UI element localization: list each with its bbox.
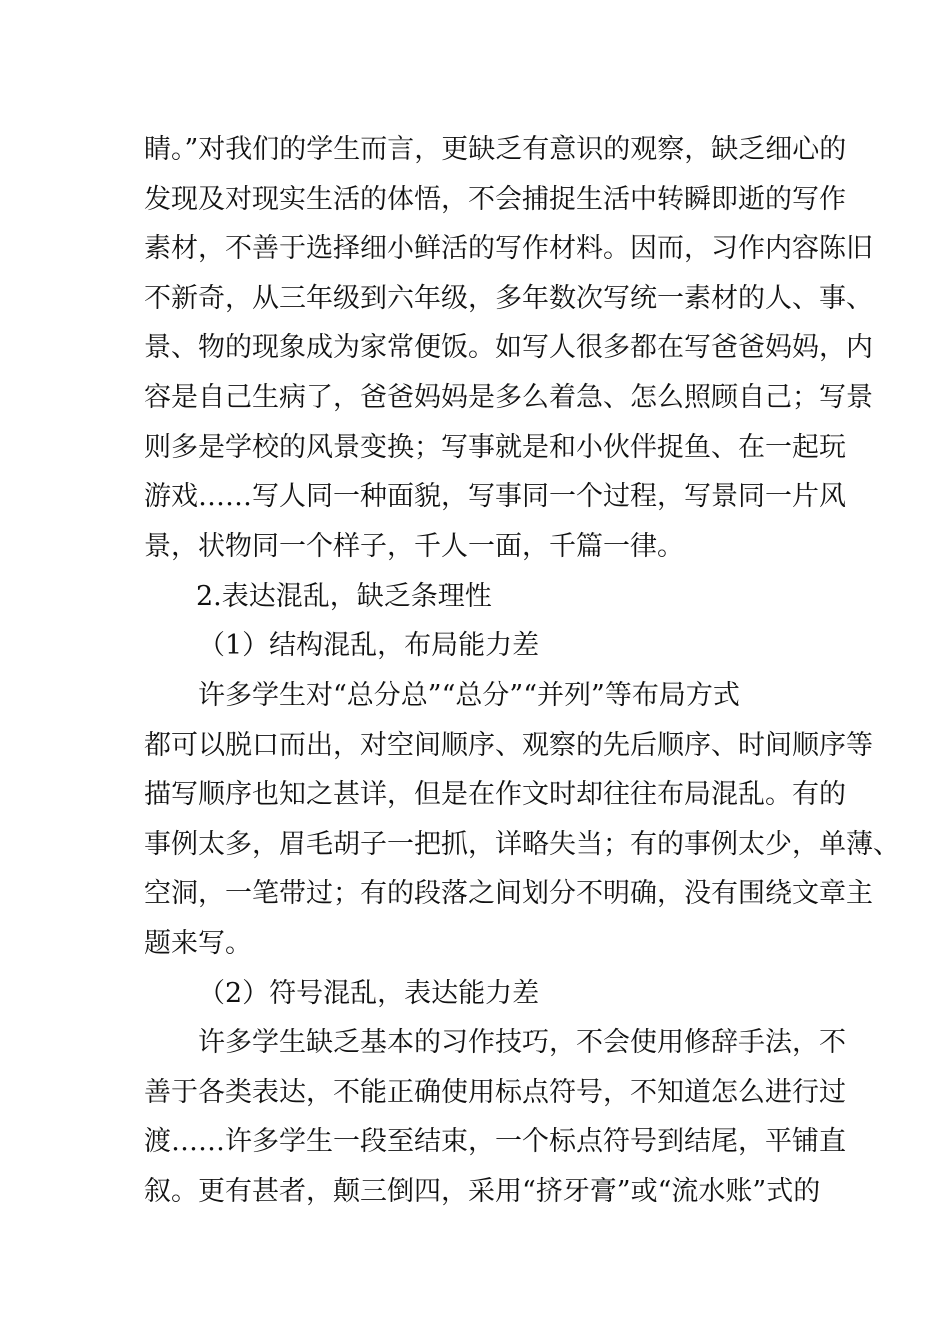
text-line: 渡……许多学生一段至结束，一个标点符号到结尾，平铺直	[144, 1126, 846, 1157]
section-heading: 2.表达混乱，缺乏条理性	[196, 581, 492, 612]
text-line: 景、物的现象成为家常便饭。如写人很多都在写爸爸妈妈，内	[144, 332, 873, 363]
text-line: 叙。更有甚者，颠三倒四，采用“挤牙膏”或“流水账”式的	[144, 1176, 821, 1207]
text-line: 游戏……写人同一种面貌，写事同一个过程，写景同一片风	[144, 481, 846, 512]
text-line: 都可以脱口而出，对空间顺序、观察的先后顺序、时间顺序等	[144, 730, 873, 761]
text-line: 则多是学校的风景变换；写事就是和小伙伴捉鱼、在一起玩	[144, 432, 846, 463]
text-line: 景，状物同一个样子，千人一面，千篇一律。	[144, 531, 684, 562]
paragraph-first-line: 许多学生对“总分总”“总分”“并列”等布局方式	[198, 680, 740, 711]
subsection-heading: （2）符号混乱，表达能力差	[198, 978, 540, 1009]
text-line: 事例太多，眉毛胡子一把抓，详略失当；有的事例太少，单薄、	[144, 829, 900, 860]
text-line: 发现及对现实生活的体悟，不会捕捉生活中转瞬即逝的写作	[144, 184, 846, 215]
paragraph-first-line: 许多学生缺乏基本的习作技巧，不会使用修辞手法，不	[198, 1027, 846, 1058]
text-line: 容是自己生病了，爸爸妈妈是多么着急、怎么照顾自己；写景	[144, 382, 873, 413]
text-line: 题来写。	[144, 928, 252, 959]
text-line: 空洞，一笔带过；有的段落之间划分不明确，没有围绕文章主	[144, 878, 873, 909]
subsection-heading: （1）结构混乱，布局能力差	[198, 630, 540, 661]
text-line: 睛。”对我们的学生而言，更缺乏有意识的观察，缺乏细心的	[144, 134, 847, 165]
text-line: 善于各类表达，不能正确使用标点符号，不知道怎么进行过	[144, 1077, 846, 1108]
text-line: 不新奇，从三年级到六年级，多年数次写统一素材的人、事、	[144, 283, 873, 314]
text-line: 素材，不善于选择细小鲜活的写作材料。因而，习作内容陈旧	[144, 233, 873, 264]
text-line: 描写顺序也知之甚详，但是在作文时却往往布局混乱。有的	[144, 779, 846, 810]
